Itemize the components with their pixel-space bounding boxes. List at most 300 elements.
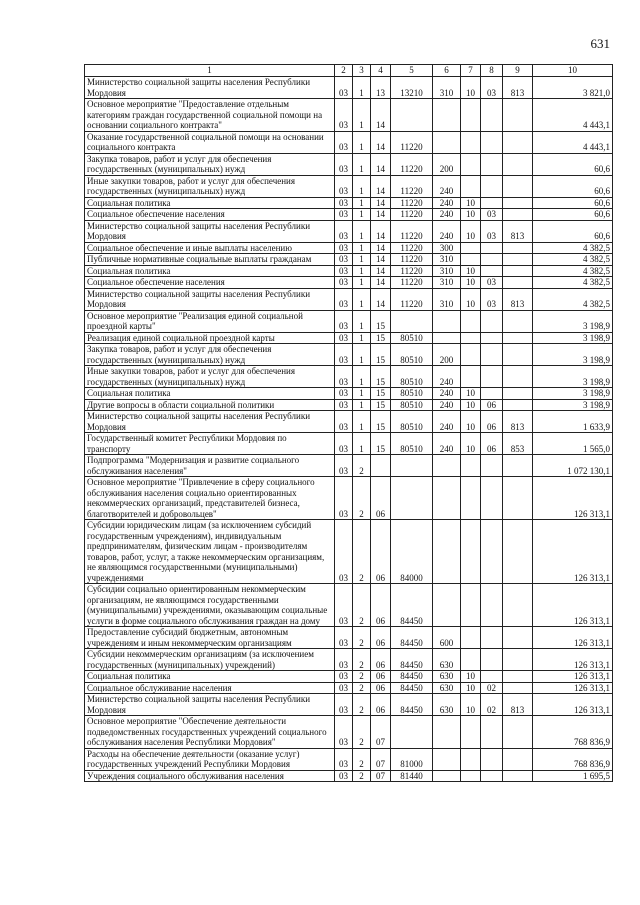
table-row: [85, 584, 613, 627]
row-name-cell: Субсидии некоммерческим организациям (за исключением государственных (муниципальных) учреждений): [85, 649, 335, 671]
code-cell: 240: [433, 220, 461, 242]
code-cell: [503, 770, 533, 782]
row-name-cell: Подпрограмма "Модернизация и развитие социального обслуживания населения": [85, 455, 335, 477]
code-cell: 2: [353, 748, 371, 770]
code-cell: 11220: [391, 242, 433, 254]
row-name-cell: Министерство социальной защиты населения Республики Мордовия: [85, 220, 335, 242]
code-cell: [461, 520, 481, 584]
code-cell: 11220: [391, 277, 433, 289]
header-cell: 5: [391, 65, 433, 77]
row-name-cell: Предоставление субсидий бюджетным, автономным учреждениям и иным некоммерческим организациям: [85, 627, 335, 649]
code-cell: 03: [335, 254, 353, 266]
code-cell: [503, 265, 533, 277]
code-cell: 10: [461, 197, 481, 209]
code-cell: 07: [371, 748, 391, 770]
code-cell: 06: [481, 433, 503, 455]
table-row: [85, 388, 613, 400]
code-cell: [503, 344, 533, 366]
code-cell: 14: [371, 277, 391, 289]
code-cell: 310: [433, 254, 461, 266]
code-cell: 84450: [391, 627, 433, 649]
table-row: [85, 265, 613, 277]
table-row: [85, 197, 613, 209]
code-cell: [481, 748, 503, 770]
code-cell: 310: [433, 77, 461, 99]
code-cell: 80510: [391, 344, 433, 366]
code-cell: [433, 99, 461, 132]
code-cell: 84450: [391, 584, 433, 627]
code-cell: [461, 131, 481, 153]
code-cell: [503, 671, 533, 683]
amount-cell: 3 198,9: [533, 399, 613, 411]
code-cell: [433, 455, 461, 477]
code-cell: 1: [353, 288, 371, 310]
code-cell: 2: [353, 671, 371, 683]
code-cell: 02: [481, 694, 503, 716]
code-cell: 80510: [391, 332, 433, 344]
code-cell: [461, 455, 481, 477]
code-cell: [503, 153, 533, 175]
code-cell: 84000: [391, 520, 433, 584]
code-cell: 10: [461, 388, 481, 400]
code-cell: 80510: [391, 399, 433, 411]
code-cell: 10: [461, 288, 481, 310]
row-name-cell: Публичные нормативные социальные выплаты гражданам: [85, 254, 335, 266]
table-row: [85, 99, 613, 132]
table-row: [85, 694, 613, 716]
code-cell: 03: [481, 277, 503, 289]
code-cell: 06: [371, 520, 391, 584]
code-cell: 15: [371, 399, 391, 411]
code-cell: 03: [335, 748, 353, 770]
code-cell: 240: [433, 197, 461, 209]
amount-cell: 1 695,5: [533, 770, 613, 782]
code-cell: 10: [461, 277, 481, 289]
row-name-cell: Социальная политика: [85, 197, 335, 209]
code-cell: [481, 242, 503, 254]
table-row: [85, 77, 613, 99]
code-cell: [481, 310, 503, 332]
code-cell: [503, 748, 533, 770]
code-cell: 03: [335, 455, 353, 477]
code-cell: [503, 520, 533, 584]
table-row: [85, 209, 613, 221]
code-cell: 300: [433, 242, 461, 254]
row-name-cell: Иные закупки товаров, работ и услуг для обеспечения государственных (муниципальных) нужд: [85, 175, 335, 197]
table-row: [85, 748, 613, 770]
code-cell: [481, 770, 503, 782]
code-cell: [433, 716, 461, 749]
amount-cell: 126 313,1: [533, 694, 613, 716]
code-cell: [481, 99, 503, 132]
code-cell: 15: [371, 433, 391, 455]
code-cell: [503, 627, 533, 649]
code-cell: 11220: [391, 220, 433, 242]
code-cell: 1: [353, 220, 371, 242]
code-cell: 2: [353, 770, 371, 782]
code-cell: 200: [433, 153, 461, 175]
code-cell: [481, 175, 503, 197]
code-cell: 14: [371, 197, 391, 209]
code-cell: [481, 254, 503, 266]
code-cell: 15: [371, 332, 391, 344]
code-cell: [433, 310, 461, 332]
code-cell: 14: [371, 242, 391, 254]
code-cell: [391, 310, 433, 332]
code-cell: 03: [335, 197, 353, 209]
code-cell: [481, 131, 503, 153]
amount-cell: 3 198,9: [533, 366, 613, 388]
table-row: [85, 649, 613, 671]
amount-cell: 60,6: [533, 175, 613, 197]
header-cell: 3: [353, 65, 371, 77]
code-cell: [503, 254, 533, 266]
code-cell: [461, 175, 481, 197]
code-cell: 03: [335, 520, 353, 584]
code-cell: 15: [371, 344, 391, 366]
code-cell: 14: [371, 99, 391, 132]
code-cell: 03: [335, 77, 353, 99]
table-row: [85, 220, 613, 242]
code-cell: 10: [461, 411, 481, 433]
code-cell: 11220: [391, 153, 433, 175]
code-cell: 03: [335, 716, 353, 749]
code-cell: 630: [433, 671, 461, 683]
code-cell: 1: [353, 411, 371, 433]
code-cell: 14: [371, 220, 391, 242]
row-name-cell: Основное мероприятие "Обеспечение деятельности подведомственных государственных учреждений социального обслуживания населения Республики Мордовия": [85, 716, 335, 749]
code-cell: 84450: [391, 649, 433, 671]
code-cell: 03: [335, 344, 353, 366]
code-cell: 06: [481, 411, 503, 433]
amount-cell: 126 313,1: [533, 627, 613, 649]
table-row: [85, 277, 613, 289]
code-cell: [433, 748, 461, 770]
code-cell: 81000: [391, 748, 433, 770]
row-name-cell: Расходы на обеспечение деятельности (оказание услуг) государственных учреждений Республики Мордовия: [85, 748, 335, 770]
code-cell: 03: [335, 399, 353, 411]
row-name-cell: Социальное обслуживание населения: [85, 682, 335, 694]
code-cell: 200: [433, 344, 461, 366]
row-name-cell: Социальное обеспечение и иные выплаты населению: [85, 242, 335, 254]
table-row: [85, 411, 613, 433]
amount-cell: 3 198,9: [533, 332, 613, 344]
code-cell: 03: [335, 411, 353, 433]
header-cell: 7: [461, 65, 481, 77]
code-cell: [391, 716, 433, 749]
code-cell: 06: [481, 399, 503, 411]
row-name-cell: Оказание государственной социальной помощи на основании социального контракта: [85, 131, 335, 153]
code-cell: 240: [433, 433, 461, 455]
table-row: [85, 627, 613, 649]
code-cell: 1: [353, 175, 371, 197]
code-cell: 2: [353, 694, 371, 716]
code-cell: [461, 153, 481, 175]
table-row: [85, 399, 613, 411]
code-cell: [461, 254, 481, 266]
code-cell: [481, 716, 503, 749]
code-cell: [433, 131, 461, 153]
row-name-cell: Учреждения социального обслуживания населения: [85, 770, 335, 782]
code-cell: 1: [353, 265, 371, 277]
row-name-cell: Социальная политика: [85, 671, 335, 683]
amount-cell: 4 382,5: [533, 288, 613, 310]
code-cell: [461, 242, 481, 254]
code-cell: 06: [371, 671, 391, 683]
code-cell: [461, 649, 481, 671]
code-cell: [461, 310, 481, 332]
amount-cell: 4 382,5: [533, 265, 613, 277]
row-name-cell: Министерство социальной защиты населения Республики Мордовия: [85, 694, 335, 716]
code-cell: [503, 366, 533, 388]
page-number: 631: [590, 36, 610, 51]
code-cell: 84450: [391, 694, 433, 716]
code-cell: 1: [353, 332, 371, 344]
code-cell: [503, 455, 533, 477]
code-cell: 03: [335, 209, 353, 221]
code-cell: [433, 520, 461, 584]
code-cell: [503, 310, 533, 332]
row-name-cell: Государственный комитет Республики Мордовия по транспорту: [85, 433, 335, 455]
code-cell: [481, 265, 503, 277]
code-cell: [433, 332, 461, 344]
code-cell: 10: [461, 209, 481, 221]
header-cell: 10: [533, 65, 613, 77]
amount-cell: 126 313,1: [533, 584, 613, 627]
code-cell: [461, 584, 481, 627]
code-cell: 80510: [391, 411, 433, 433]
header-cell: 1: [85, 65, 335, 77]
code-cell: 03: [335, 99, 353, 132]
code-cell: 02: [481, 682, 503, 694]
table-row: [85, 433, 613, 455]
code-cell: 03: [335, 682, 353, 694]
code-cell: 10: [461, 265, 481, 277]
code-cell: 813: [503, 411, 533, 433]
table-row: [85, 671, 613, 683]
code-cell: [481, 649, 503, 671]
code-cell: 1: [353, 242, 371, 254]
code-cell: [503, 477, 533, 520]
code-cell: 853: [503, 433, 533, 455]
code-cell: 03: [335, 649, 353, 671]
code-cell: 10: [461, 77, 481, 99]
code-cell: 03: [335, 277, 353, 289]
code-cell: [461, 99, 481, 132]
amount-cell: 768 836,9: [533, 716, 613, 749]
code-cell: 1: [353, 310, 371, 332]
code-cell: [481, 366, 503, 388]
code-cell: [461, 366, 481, 388]
row-name-cell: Основное мероприятие "Реализация единой социальной проездной карты": [85, 310, 335, 332]
code-cell: 14: [371, 153, 391, 175]
table-row: [85, 477, 613, 520]
header-cell: 2: [335, 65, 353, 77]
table-row: [85, 520, 613, 584]
code-cell: 630: [433, 694, 461, 716]
code-cell: 2: [353, 455, 371, 477]
amount-cell: 3 821,0: [533, 77, 613, 99]
code-cell: 03: [335, 388, 353, 400]
code-cell: [481, 584, 503, 627]
amount-cell: 60,6: [533, 197, 613, 209]
table-row: [85, 332, 613, 344]
code-cell: 06: [371, 584, 391, 627]
code-cell: 14: [371, 254, 391, 266]
code-cell: 1: [353, 131, 371, 153]
code-cell: 240: [433, 209, 461, 221]
row-name-cell: Основное мероприятие "Привлечение в сферу социального обслуживания населения социально ориентированных некоммерческих организаций, представителей бизнеса, благотворителей и добровольцев": [85, 477, 335, 520]
code-cell: 310: [433, 288, 461, 310]
code-cell: 10: [461, 433, 481, 455]
code-cell: 240: [433, 175, 461, 197]
code-cell: [503, 649, 533, 671]
code-cell: 10: [461, 220, 481, 242]
code-cell: 03: [335, 332, 353, 344]
row-name-cell: Субсидии юридическим лицам (за исключением субсидий государственным учреждениям), индивидуальным предпринимателям, физическим лицам - производителям товаров, работ, услуг, а также некоммерческим организациям, не являющимся государственными (муниципальными) учреждениями: [85, 520, 335, 584]
code-cell: [461, 477, 481, 520]
amount-cell: 3 198,9: [533, 310, 613, 332]
code-cell: 1: [353, 277, 371, 289]
code-cell: 14: [371, 209, 391, 221]
code-cell: 813: [503, 694, 533, 716]
code-cell: 11220: [391, 197, 433, 209]
code-cell: [503, 242, 533, 254]
row-name-cell: Иные закупки товаров, работ и услуг для обеспечения государственных (муниципальных) нужд: [85, 366, 335, 388]
code-cell: [461, 332, 481, 344]
code-cell: [461, 627, 481, 649]
table-row: [85, 310, 613, 332]
code-cell: 06: [371, 477, 391, 520]
row-name-cell: Социальное обеспечение населения: [85, 209, 335, 221]
code-cell: 630: [433, 649, 461, 671]
amount-cell: 60,6: [533, 220, 613, 242]
code-cell: 240: [433, 366, 461, 388]
code-cell: [461, 748, 481, 770]
row-name-cell: Другие вопросы в области социальной политики: [85, 399, 335, 411]
code-cell: 03: [481, 209, 503, 221]
code-cell: 80510: [391, 366, 433, 388]
row-name-cell: Субсидии социально ориентированным некоммерческим организациям, не являющимся государственными (муниципальными) учреждениями, оказывающим социальные услуги в форме социального обслуживания граждан на дому: [85, 584, 335, 627]
code-cell: 03: [335, 220, 353, 242]
table-row: [85, 131, 613, 153]
code-cell: 15: [371, 310, 391, 332]
amount-cell: 4 382,5: [533, 277, 613, 289]
code-cell: 06: [371, 627, 391, 649]
code-cell: 1: [353, 197, 371, 209]
amount-cell: 768 836,9: [533, 748, 613, 770]
table-row: [85, 716, 613, 749]
code-cell: [481, 344, 503, 366]
code-cell: 03: [335, 584, 353, 627]
code-cell: [503, 99, 533, 132]
code-cell: 11220: [391, 175, 433, 197]
code-cell: 1: [353, 254, 371, 266]
row-name-cell: Социальное обеспечение населения: [85, 277, 335, 289]
table-row: [85, 288, 613, 310]
code-cell: [461, 716, 481, 749]
header-cell: 4: [371, 65, 391, 77]
code-cell: 2: [353, 682, 371, 694]
code-cell: [481, 477, 503, 520]
code-cell: 2: [353, 584, 371, 627]
table-row: [85, 254, 613, 266]
amount-cell: 1 633,9: [533, 411, 613, 433]
row-name-cell: Закупка товаров, работ и услуг для обеспечения государственных (муниципальных) нужд: [85, 344, 335, 366]
code-cell: [433, 477, 461, 520]
amount-cell: 126 313,1: [533, 649, 613, 671]
table-body: [85, 77, 613, 782]
code-cell: [503, 209, 533, 221]
code-cell: [481, 520, 503, 584]
code-cell: 81440: [391, 770, 433, 782]
code-cell: 630: [433, 682, 461, 694]
code-cell: [461, 770, 481, 782]
code-cell: 14: [371, 288, 391, 310]
code-cell: [391, 455, 433, 477]
code-cell: [503, 584, 533, 627]
code-cell: [503, 682, 533, 694]
code-cell: [391, 99, 433, 132]
code-cell: 600: [433, 627, 461, 649]
code-cell: 10: [461, 694, 481, 716]
code-cell: 310: [433, 277, 461, 289]
code-cell: [481, 671, 503, 683]
code-cell: 03: [335, 477, 353, 520]
code-cell: 1: [353, 209, 371, 221]
code-cell: 80510: [391, 433, 433, 455]
table-row: [85, 770, 613, 782]
code-cell: 03: [335, 310, 353, 332]
amount-cell: 126 313,1: [533, 520, 613, 584]
code-cell: 10: [461, 671, 481, 683]
code-cell: [481, 455, 503, 477]
code-cell: 13210: [391, 77, 433, 99]
table-row: [85, 455, 613, 477]
header-cell: 9: [503, 65, 533, 77]
table-row: [85, 153, 613, 175]
code-cell: 06: [371, 649, 391, 671]
code-cell: 1: [353, 366, 371, 388]
code-cell: 03: [335, 366, 353, 388]
row-name-cell: Министерство социальной защиты населения Республики Мордовия: [85, 288, 335, 310]
budget-table: [84, 64, 613, 782]
amount-cell: 3 198,9: [533, 388, 613, 400]
code-cell: 03: [335, 242, 353, 254]
code-cell: 240: [433, 399, 461, 411]
code-cell: [433, 584, 461, 627]
amount-cell: 60,6: [533, 153, 613, 175]
code-cell: 813: [503, 288, 533, 310]
code-cell: 1: [353, 433, 371, 455]
code-cell: 240: [433, 411, 461, 433]
code-cell: 03: [481, 288, 503, 310]
table-row: [85, 175, 613, 197]
row-name-cell: Социальная политика: [85, 388, 335, 400]
code-cell: 2: [353, 649, 371, 671]
amount-cell: 4 382,5: [533, 242, 613, 254]
header-cell: 8: [481, 65, 503, 77]
code-cell: 2: [353, 716, 371, 749]
code-cell: 310: [433, 265, 461, 277]
code-cell: 11220: [391, 288, 433, 310]
code-cell: 07: [371, 770, 391, 782]
row-name-cell: Министерство социальной защиты населения Республики Мордовия: [85, 77, 335, 99]
code-cell: 03: [335, 175, 353, 197]
code-cell: 03: [335, 131, 353, 153]
code-cell: 1: [353, 388, 371, 400]
amount-cell: 1 565,0: [533, 433, 613, 455]
